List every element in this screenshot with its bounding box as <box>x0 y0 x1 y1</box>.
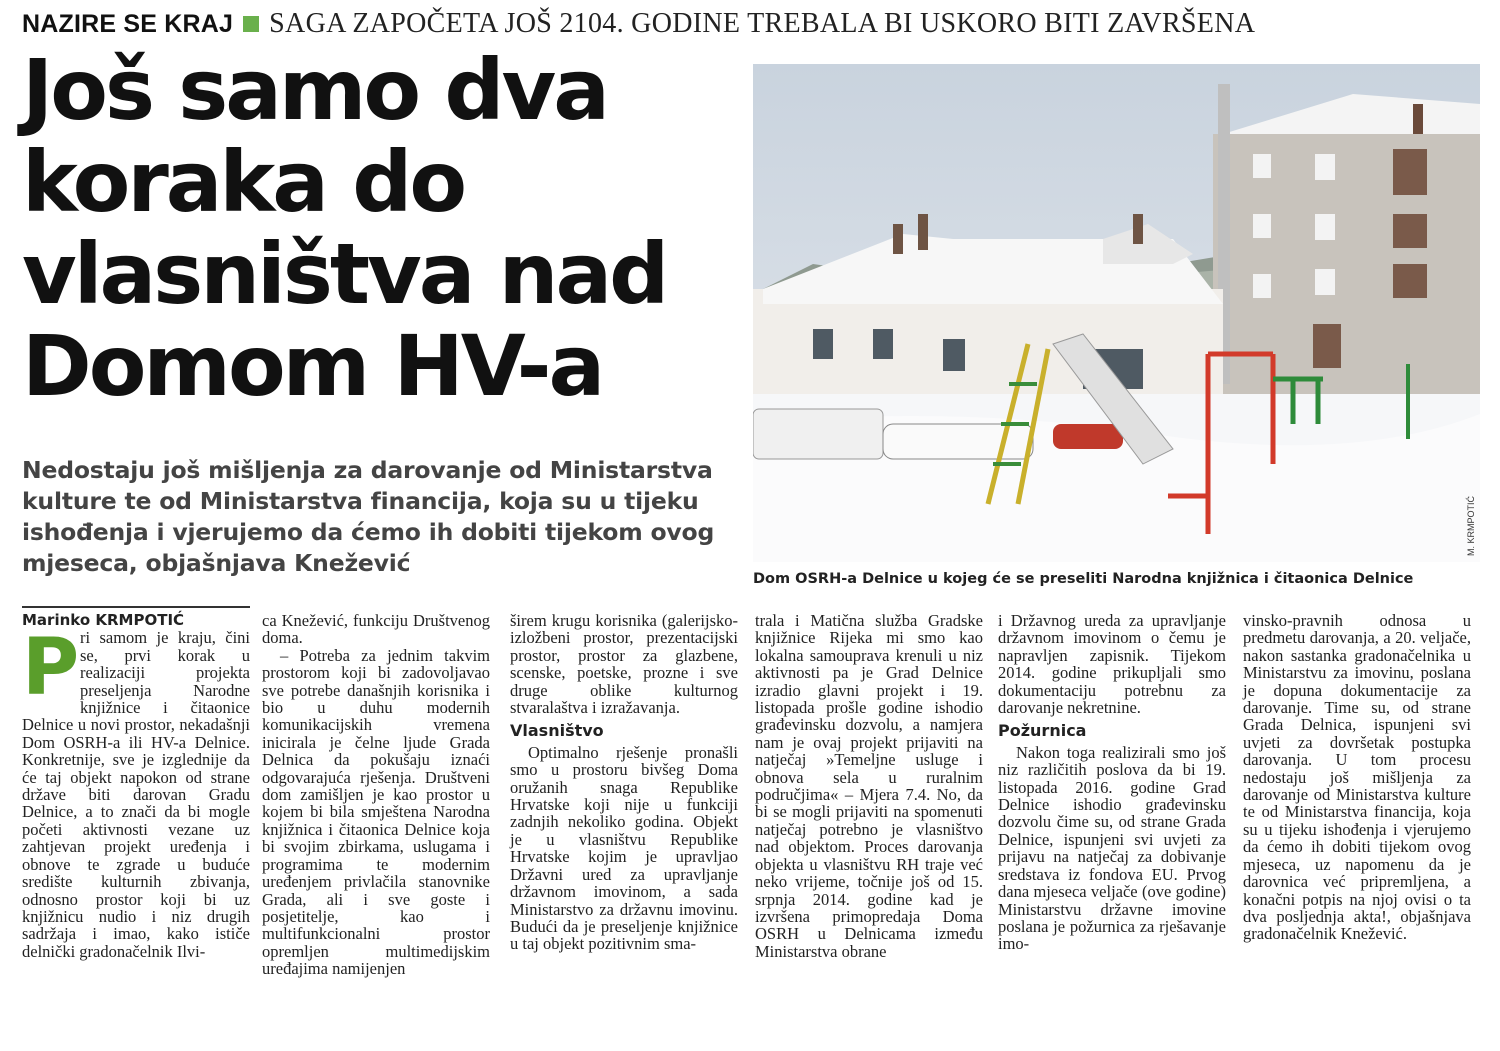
article-column-4 <box>755 612 983 960</box>
article-photo <box>753 64 1480 562</box>
subhead-vlasnistvo: Vlasništvo <box>510 721 604 741</box>
byline: Marinko KRMPOTIĆ <box>22 611 185 629</box>
article-column-2 <box>262 612 490 978</box>
headline: Još samo dva koraka do vlasništva nad Domom HV-a <box>22 41 667 415</box>
subhead-pozurnica: Požurnica <box>998 721 1087 741</box>
article-column-6 <box>1243 612 1471 943</box>
column-6-text: vinsko-pravnih odnosa u predmetu darovanja, a 20. veljače, nakon sastanka gradonačelnika u Ministarstvu za imovinu, poslana je dopuna dokumentacije za darovanje. Time su, od strane Grada Delnica, ispunjeni svi uvjeti za dovršetak postupka darovanja. U tom procesu nedostaju još mišljenja za darovanje od Ministarstva kulture te od Ministarstva financija, koja su u tijeku ishođenja i vjerujemo da ćemo ih dobiti tijekom ovog mjeseca, uz napomenu da je darovnica već pripremljena, a konačni potpis na njoj ovisi o ta dva posljednja akta!, objašnjava gradonačelnik Knežević. <box>1243 611 1471 944</box>
column-2-text-b: – Potreba za jednim takvim prostorom koji bi zadovoljavao sve potrebe današnjih korisnika i bio u duhu modernih komunikacijskih vremena inicirala je čelne ljude Grada Delnica da pokušaju iznaći odgovarajuća rješenja. Društveni dom zamišljen je kao prostor u kojem bi bila smještena Narodna knjižnica i čitaonica Delnice koja bi svojim zbirkama, uslugama i programima te modernim uređenjem privlačila stanovnike Grada, ali i sve goste i posjetitelje, kao i multifunkcionalni prostor opremljen multimedijskim uređajima namijenjen <box>262 645 490 979</box>
kicker-square-icon <box>243 16 259 32</box>
kicker <box>22 6 1255 42</box>
photo-credit: M. KRMPOTIĆ <box>1466 496 1476 556</box>
dropcap: P <box>22 623 80 714</box>
article-column-3 <box>510 612 738 953</box>
kicker-text: SAGA ZAPOČETA JOŠ 2104. GODINE TREBALA BI USKORO BITI ZAVRŠENA <box>269 8 1256 39</box>
column-3-text-a: širem krugu korisnika (galerijsko-izložbeni prostor, prezentacijski prostor, prostor za glazbene, scenske, poetske, prozne i sve druge oblike kulturnog stvaralaštva i izražavanja. <box>510 611 738 718</box>
byline-divider <box>22 606 250 608</box>
column-1-text: ri samom je kraju, čini se, prvi korak u realizaciji projekta preseljenja Narodne knjižnice i čitaonice Delnice u novi prostor, nekadašnji Dom OSRH-a ili HV-a Delnice. Konkretnije, sve je izglednije da će taj objekt napokon od strane države biti darovan Gradu Delnice, a to znači da bi mogle početi aktivnosti vezane uz zahtjevan projekt uređenja i obnove te zgrade u buduće središte kulturnih zbivanja, odnosno prostor koji bi uz knjižnicu nudio i niz drugih sadržaja i imao, kako ističe delnički gradonačelnik Ilvi- <box>22 628 250 961</box>
column-4-text: trala i Matična služba Gradske knjižnice Rijeka mi smo kao lokalna samouprava krenuli u niz aktivnosti pa je Grad Delnice izradio glavni projekt i 19. listopada prošle godine ishodio građevinsku dozvolu, a namjera nam je ovaj projekt prijaviti na natječaj »Temeljne usluge i obnova sela u ruralnim područjima« – Mjera 7.4. No, da bi se mogli prijaviti na spomenuti natječaj potrebno je vlasništvo nad objektom. Proces darovanja objekta u vlasništvu RH traje već neko vrijeme, točnije još od 15. srpnja 2014. godine kad je izvršena primopredaja Doma OSRH u Delnicama između Ministarstva obrane <box>755 611 983 961</box>
photo-caption: Dom OSRH-a Delnice u kojeg će se preseliti Narodna knjižnica i čitaonica Delnice <box>753 571 1414 587</box>
column-2-text-a: ca Knežević, funkciju Društvenog doma. <box>262 611 490 648</box>
column-5-text-b: Nakon toga realizirali smo još niz različitih poslova da bi 19. listopada 2016. godine Grad Delnice ishodio građevinsku dozvolu čime su, od strane Grada Delnice, ispunjeni svi uvjeti za prijavu na natječaj za dobivanje sredstava iz fondova EU. Prvog dana mjeseca veljače (ove godine) Ministarstvu državne imovine poslana je požurnica za rješavanje imo- <box>998 742 1226 954</box>
column-5-text-a: i Državnog ureda za upravljanje državnom imovinom o čemu je napravljen zapisnik. Tijekom 2014. godine prikupljali smo dokumentaciju potrebnu za darovanje nekretnine. <box>998 611 1226 718</box>
kicker-label: NAZIRE SE KRAJ <box>22 9 234 38</box>
photo-illustration <box>753 64 1480 562</box>
article-column-1 <box>22 612 250 960</box>
column-3-text-b: Optimalno rješenje pronašli smo u prostoru bivšeg Doma oružanih snaga Republike Hrvatske koji nije u funkciji zadnjih nekoliko godina. Objekt je u vlasništvu Republike Hrvatske kojim je upravljao Državni ured za upravljanje državnom imovinom, a sada Ministarstvo za državnu imovinu. Budući da je preseljenje knjižnice u taj objekt pozitivnim sma- <box>510 742 738 954</box>
article-column-5 <box>998 612 1226 953</box>
standfirst: Nedostaju još mišljenja za darovanje od Ministarstva kulture te od Ministarstva financija, koja su u tijeku ishođenja i vjerujemo da ćemo ih dobiti tijekom ovog mjeseca, objašnjava Knežević <box>22 456 715 577</box>
